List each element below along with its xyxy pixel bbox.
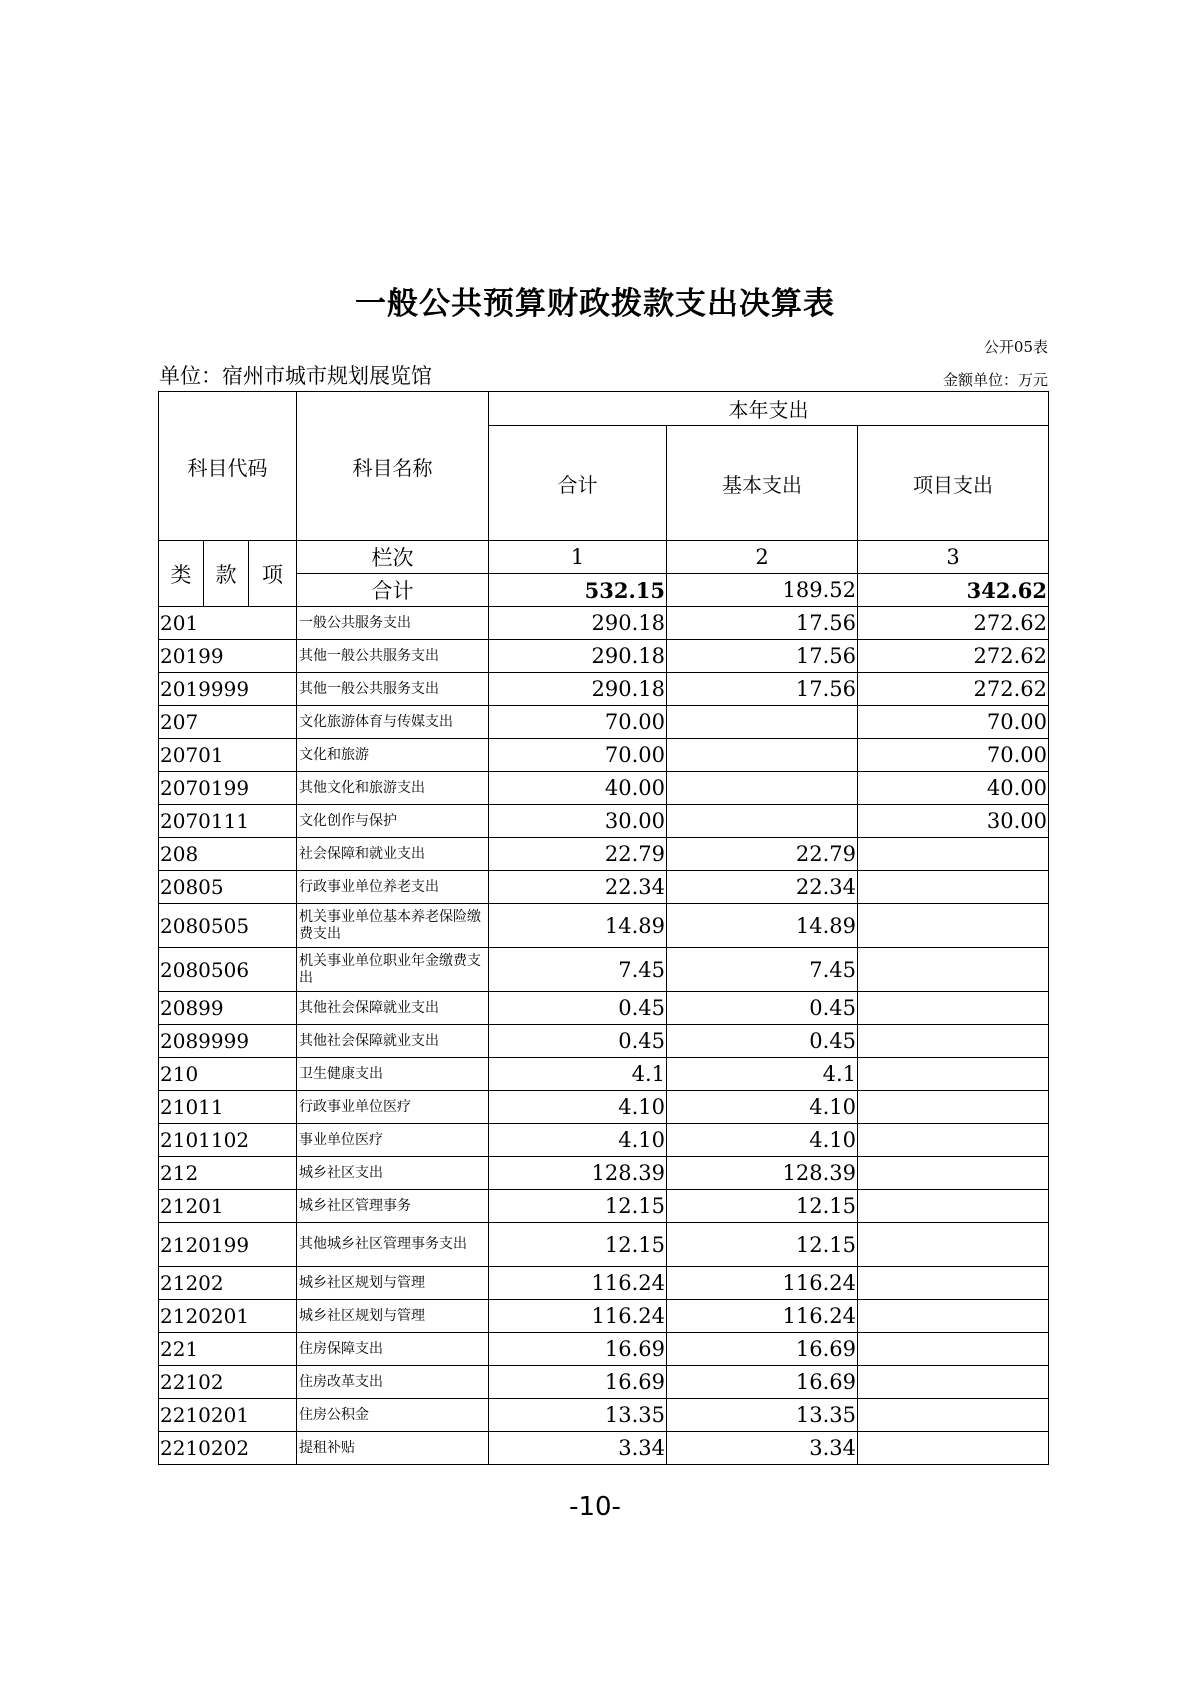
row-basic: 3.34 <box>667 1432 858 1465</box>
row-basic: 0.45 <box>667 1025 858 1058</box>
row-project <box>858 1399 1049 1432</box>
row-basic: 4.10 <box>667 1091 858 1124</box>
row-total: 4.10 <box>489 1124 667 1157</box>
row-basic <box>667 805 858 838</box>
row-code: 2080506 <box>159 948 297 992</box>
row-basic: 17.56 <box>667 607 858 640</box>
row-project <box>858 1025 1049 1058</box>
table-row <box>159 640 1049 673</box>
row-project <box>858 1223 1049 1267</box>
row-code: 212 <box>159 1157 297 1190</box>
row-total: 16.69 <box>489 1366 667 1399</box>
table-row <box>159 805 1049 838</box>
row-code: 20199 <box>159 640 297 673</box>
row-name: 城乡社区规划与管理 <box>297 1267 489 1300</box>
row-code: 2089999 <box>159 1025 297 1058</box>
row-name: 事业单位医疗 <box>297 1124 489 1157</box>
row-project <box>858 1091 1049 1124</box>
header-col3: 3 <box>858 541 1049 574</box>
row-name: 行政事业单位医疗 <box>297 1091 489 1124</box>
row-project: 70.00 <box>858 739 1049 772</box>
row-basic: 14.89 <box>667 904 858 948</box>
row-basic: 4.10 <box>667 1124 858 1157</box>
row-total: 290.18 <box>489 640 667 673</box>
row-project <box>858 1333 1049 1366</box>
row-total: 7.45 <box>489 948 667 992</box>
row-code: 2019999 <box>159 673 297 706</box>
page-number: -10- <box>569 1492 621 1522</box>
row-project: 70.00 <box>858 706 1049 739</box>
row-name: 卫生健康支出 <box>297 1058 489 1091</box>
row-basic: 0.45 <box>667 992 858 1025</box>
table-row <box>159 673 1049 706</box>
row-total: 290.18 <box>489 607 667 640</box>
row-code: 2210201 <box>159 1399 297 1432</box>
row-code: 2080505 <box>159 904 297 948</box>
row-code: 2070199 <box>159 772 297 805</box>
row-basic: 16.69 <box>667 1333 858 1366</box>
row-total: 3.34 <box>489 1432 667 1465</box>
row-code: 20805 <box>159 871 297 904</box>
row-code: 2101102 <box>159 1124 297 1157</box>
table-row <box>159 904 1049 948</box>
row-code: 21202 <box>159 1267 297 1300</box>
form-number: 公开05表 <box>983 338 1048 356</box>
row-name: 提租补贴 <box>297 1432 489 1465</box>
header-total: 合计 <box>489 426 667 541</box>
row-name: 其他文化和旅游支出 <box>297 772 489 805</box>
table-row <box>159 1025 1049 1058</box>
row-name: 其他城乡社区管理事务支出 <box>297 1223 489 1267</box>
header-code: 科目代码 <box>159 392 297 541</box>
row-total: 22.79 <box>489 838 667 871</box>
row-name: 住房改革支出 <box>297 1366 489 1399</box>
row-code: 208 <box>159 838 297 871</box>
row-total: 30.00 <box>489 805 667 838</box>
row-project <box>858 838 1049 871</box>
row-basic: 128.39 <box>667 1157 858 1190</box>
row-name: 一般公共服务支出 <box>297 607 489 640</box>
row-project: 272.62 <box>858 673 1049 706</box>
table-row <box>159 1157 1049 1190</box>
row-total: 116.24 <box>489 1300 667 1333</box>
row-code: 22102 <box>159 1366 297 1399</box>
row-name: 城乡社区规划与管理 <box>297 1300 489 1333</box>
row-project <box>858 1267 1049 1300</box>
row-total: 22.34 <box>489 871 667 904</box>
row-basic: 4.1 <box>667 1058 858 1091</box>
row-project <box>858 904 1049 948</box>
row-total: 70.00 <box>489 706 667 739</box>
row-basic: 13.35 <box>667 1399 858 1432</box>
header-kuan: 款 <box>204 541 249 607</box>
row-name: 机关事业单位基本养老保险缴费支出 <box>297 904 489 948</box>
row-project: 272.62 <box>858 607 1049 640</box>
row-basic: 116.24 <box>667 1300 858 1333</box>
row-name: 文化创作与保护 <box>297 805 489 838</box>
row-code: 2120201 <box>159 1300 297 1333</box>
header-current-year: 本年支出 <box>489 392 1049 426</box>
table-row <box>159 1058 1049 1091</box>
table-row <box>159 607 1049 640</box>
table-row <box>159 706 1049 739</box>
table-row <box>159 1091 1049 1124</box>
row-code: 210 <box>159 1058 297 1091</box>
row-basic: 17.56 <box>667 640 858 673</box>
row-name: 住房公积金 <box>297 1399 489 1432</box>
row-name: 其他社会保障就业支出 <box>297 1025 489 1058</box>
table-row <box>159 1432 1049 1465</box>
total-row-label: 合计 <box>297 574 489 607</box>
row-total: 4.10 <box>489 1091 667 1124</box>
row-code: 21011 <box>159 1091 297 1124</box>
row-name: 城乡社区支出 <box>297 1157 489 1190</box>
page-title: 一般公共预算财政拨款支出决算表 <box>355 286 835 322</box>
row-project <box>858 992 1049 1025</box>
header-column-order: 栏次 <box>297 541 489 574</box>
table-row <box>159 871 1049 904</box>
table-row <box>159 739 1049 772</box>
row-total: 13.35 <box>489 1399 667 1432</box>
row-total: 12.15 <box>489 1223 667 1267</box>
table-row <box>159 1267 1049 1300</box>
row-name: 机关事业单位职业年金缴费支出 <box>297 948 489 992</box>
row-code: 2070111 <box>159 805 297 838</box>
header-name: 科目名称 <box>297 392 489 541</box>
row-basic <box>667 739 858 772</box>
row-code: 2120199 <box>159 1223 297 1267</box>
row-total: 116.24 <box>489 1267 667 1300</box>
row-total: 0.45 <box>489 1025 667 1058</box>
table-row <box>159 1124 1049 1157</box>
table-row <box>159 1300 1049 1333</box>
row-basic: 22.79 <box>667 838 858 871</box>
row-basic <box>667 772 858 805</box>
row-total: 40.00 <box>489 772 667 805</box>
row-project <box>858 1300 1049 1333</box>
total-row-project: 342.62 <box>858 574 1049 607</box>
row-name: 其他一般公共服务支出 <box>297 640 489 673</box>
row-name: 住房保障支出 <box>297 1333 489 1366</box>
row-project <box>858 948 1049 992</box>
row-project <box>858 1157 1049 1190</box>
row-code: 2210202 <box>159 1432 297 1465</box>
row-project: 40.00 <box>858 772 1049 805</box>
row-basic: 17.56 <box>667 673 858 706</box>
row-project <box>858 1190 1049 1223</box>
row-project <box>858 871 1049 904</box>
row-name: 行政事业单位养老支出 <box>297 871 489 904</box>
row-total: 12.15 <box>489 1190 667 1223</box>
row-total: 16.69 <box>489 1333 667 1366</box>
row-project: 272.62 <box>858 640 1049 673</box>
row-total: 0.45 <box>489 992 667 1025</box>
header-col2: 2 <box>667 541 858 574</box>
row-basic: 116.24 <box>667 1267 858 1300</box>
table-row <box>159 992 1049 1025</box>
row-total: 70.00 <box>489 739 667 772</box>
row-project <box>858 1432 1049 1465</box>
row-name: 城乡社区管理事务 <box>297 1190 489 1223</box>
total-row-basic: 189.52 <box>667 574 858 607</box>
header-project: 项目支出 <box>858 426 1049 541</box>
row-code: 201 <box>159 607 297 640</box>
row-code: 207 <box>159 706 297 739</box>
unit-label: 单位：宿州市城市规划展览馆 <box>159 364 432 388</box>
header-xiang: 项 <box>249 541 297 607</box>
table-row <box>159 1223 1049 1267</box>
row-code: 221 <box>159 1333 297 1366</box>
table-row <box>159 772 1049 805</box>
row-name: 文化旅游体育与传媒支出 <box>297 706 489 739</box>
amount-unit-label: 金额单位：万元 <box>942 371 1048 389</box>
budget-table <box>158 391 1049 1465</box>
table-row <box>159 1366 1049 1399</box>
row-total: 14.89 <box>489 904 667 948</box>
row-project: 30.00 <box>858 805 1049 838</box>
row-basic: 12.15 <box>667 1190 858 1223</box>
row-code: 21201 <box>159 1190 297 1223</box>
row-basic: 22.34 <box>667 871 858 904</box>
row-total: 290.18 <box>489 673 667 706</box>
row-total: 128.39 <box>489 1157 667 1190</box>
table-row <box>159 838 1049 871</box>
budget-table-body <box>159 392 1049 1465</box>
row-total: 4.1 <box>489 1058 667 1091</box>
header-col1: 1 <box>489 541 667 574</box>
total-row-total: 532.15 <box>489 574 667 607</box>
row-code: 20701 <box>159 739 297 772</box>
table-row <box>159 948 1049 992</box>
table-row <box>159 1399 1049 1432</box>
row-name: 其他社会保障就业支出 <box>297 992 489 1025</box>
table-row <box>159 1333 1049 1366</box>
table-row <box>159 1190 1049 1223</box>
row-name: 文化和旅游 <box>297 739 489 772</box>
row-project <box>858 1124 1049 1157</box>
row-basic: 12.15 <box>667 1223 858 1267</box>
header-lei: 类 <box>159 541 204 607</box>
row-basic: 16.69 <box>667 1366 858 1399</box>
row-project <box>858 1366 1049 1399</box>
row-name: 其他一般公共服务支出 <box>297 673 489 706</box>
row-project <box>858 1058 1049 1091</box>
row-code: 20899 <box>159 992 297 1025</box>
row-basic: 7.45 <box>667 948 858 992</box>
header-basic: 基本支出 <box>667 426 858 541</box>
row-basic <box>667 706 858 739</box>
row-name: 社会保障和就业支出 <box>297 838 489 871</box>
